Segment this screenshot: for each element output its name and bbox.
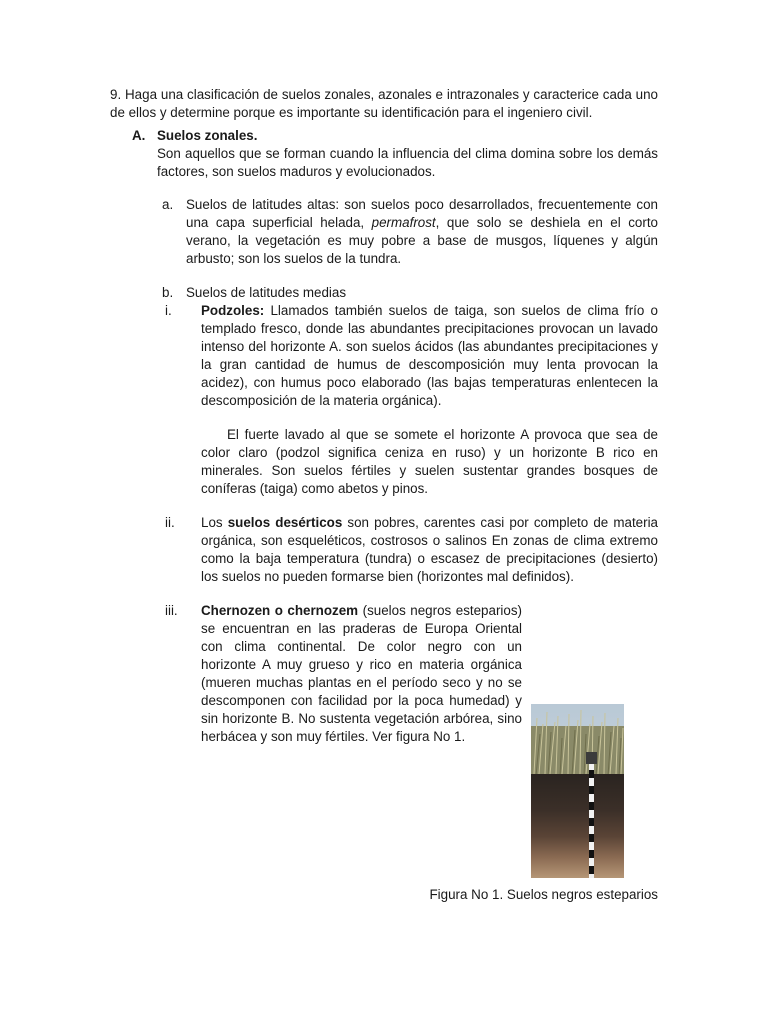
item-a-text-after: , que solo se deshiela en el corto verano, la vegetación es muy pobre a base de musgos, líquenes y algún arbusto; son los suelos de la tundra.	[186, 215, 658, 266]
section-a-marker: A.	[132, 128, 146, 143]
figure-caption: Figura No 1. Suelos negros esteparios	[429, 887, 658, 902]
item-iii-body: (suelos negros esteparios) se encuentran en las praderas de Europa Oriental con clima continental. De color negro con un horizonte A muy grueso y rico en materia orgánica (mueren muchas plantas en el período seco y no se descomponen con facilidad por la poca humedad) y sin horizonte B. No sustenta vegetación arbórea, sino herbácea y son muy fértiles. Ver figura No 1.	[201, 603, 522, 744]
item-ii-text-before: Los	[201, 515, 228, 530]
section-a-heading	[132, 127, 658, 145]
section-a-title: Suelos zonales.	[157, 128, 258, 143]
section-a-body: Son aquellos que se forman cuando la influencia del clima domina sobre los demás factores, son suelos maduros y evolucionados.	[157, 146, 658, 179]
item-i-marker: i.	[165, 303, 172, 318]
item-b-marker: b.	[162, 285, 174, 300]
question-text: 9. Haga una clasificación de suelos zonales, azonales e intrazonales y caracterice cada uno de ellos y determine porque es importante su identificación para el ingeniero civil.	[110, 87, 658, 120]
item-iii-marker: iii.	[165, 603, 178, 618]
item-ii-bold-term: suelos desérticos	[227, 515, 343, 530]
item-i-text	[201, 302, 658, 410]
item-a-text	[186, 196, 658, 268]
list-item-b	[162, 284, 658, 302]
item-ii-text	[201, 514, 658, 586]
item-a-text-before: Suelos de latitudes altas: son suelos poco desarrollados, frecuentemente con una capa superficial helada,	[186, 197, 658, 230]
item-iii-text	[201, 602, 522, 746]
list-item-a	[162, 196, 658, 268]
item-b-text: Suelos de latitudes medias	[186, 285, 347, 300]
item-ii-marker: ii.	[165, 515, 175, 530]
item-ii-text-after: son pobres, carentes casi por completo de materia orgánica, son esqueléticos, costrosos o salinos En zonas de clima extremo como la baja temperatura (tundra) o escasez de precipitaciones (desierto) los suelos no pueden formarse bien (horizontes mal definidos).	[201, 515, 659, 584]
item-iii-bold-term: Chernozen o chernozem	[201, 603, 359, 618]
soil-profile-photo	[531, 704, 624, 878]
item-a-marker: a.	[162, 197, 174, 212]
item-i-bold-term: Podzoles:	[201, 303, 265, 318]
item-i-body: Llamados también suelos de taiga, son suelos de clima frío o templado fresco, donde las abundantes precipitaciones provocan un lavado intenso del horizonte A. son suelos ácidos (las abundantes precipitaciones y la gran cantidad de humus de descomposición muy lenta provocan la acidez), con humus poco elaborado (las bajas temperaturas enlentecen la descomposición de la materia orgánica).	[201, 303, 658, 408]
list-item-ii	[165, 514, 658, 602]
list-item-i	[165, 302, 658, 426]
item-i-paragraph-2: El fuerte lavado al que se somete el horizonte A provoca que sea de color claro (podzol significa ceniza en ruso) y un horizonte B rico en minerales. Son suelos fértiles y suelen sustentar grandes bosques de coníferas (taiga) como abetos y pinos.	[201, 427, 658, 496]
document-page	[110, 86, 659, 902]
item-a-italic-term: permafrost	[371, 215, 436, 230]
